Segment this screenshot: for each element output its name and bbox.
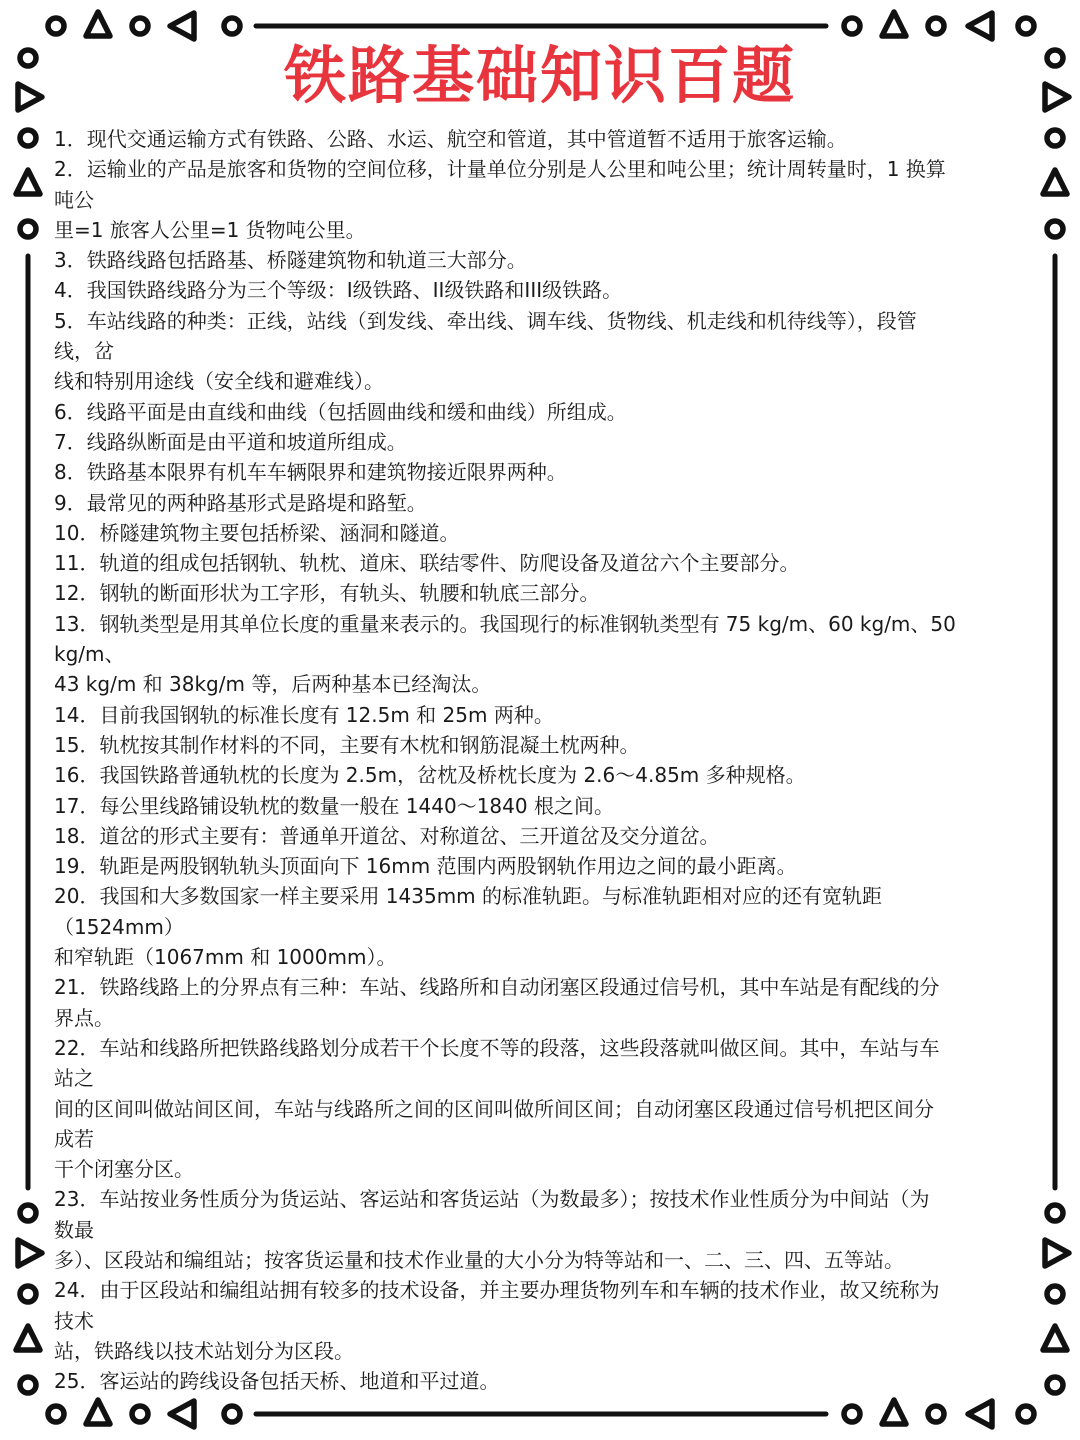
circle-icon — [48, 18, 64, 34]
triangle-up-icon — [86, 1400, 110, 1424]
text-line: 成若 — [54, 1126, 94, 1151]
text-line: 12．钢轨的断面形状为工字形，有轨头、轨腰和轨底三部分。 — [54, 581, 600, 606]
text-line: 25．客运站的跨线设备包括天桥、地道和平过道。 — [54, 1369, 500, 1394]
text-line: 14．目前我国钢轨的标准长度有 12.5m 和 25m 两种。 — [54, 702, 554, 727]
text-line: 3．铁路线路包括路基、桥隧建筑物和轨道三大部分。 — [54, 248, 527, 273]
text-line: 2．运输业的产品是旅客和货物的空间位移，计量单位分别是人公里和吨公里；统计周转量时，1 换算 — [54, 157, 946, 182]
circle-icon — [224, 1406, 240, 1422]
text-line: 线，岔 — [54, 339, 114, 364]
circle-icon — [844, 18, 860, 34]
triangle-up-icon — [86, 12, 110, 36]
text-line: 多）、区段站和编组站；按客货运量和技术作业量的大小分为特等站和一、二、三、四、五等站。 — [54, 1247, 904, 1272]
text-line: 站之 — [54, 1066, 94, 1091]
circle-icon — [224, 18, 240, 34]
triangle-up-icon — [882, 12, 906, 36]
triangle-right-icon — [18, 1240, 42, 1266]
circle-icon — [1018, 18, 1034, 34]
triangle-up-icon — [16, 1326, 40, 1350]
text-line: 11．轨道的组成包括钢轨、轨枕、道床、联结零件、防爬设备及道岔六个主要部分。 — [54, 551, 800, 576]
triangle-left-icon — [170, 1401, 194, 1427]
circle-icon — [1047, 1286, 1063, 1302]
circle-icon — [20, 1377, 36, 1393]
text-line: 15．轨枕按其制作材料的不同，主要有木枕和钢筋混凝土枕两种。 — [54, 732, 640, 757]
circle-icon — [132, 1406, 148, 1422]
text-line: 19．轨距是两股钢轨轨头顶面向下 16mm 范围内两股钢轨作用边之间的最小距离。 — [54, 854, 797, 879]
circle-icon — [20, 130, 36, 146]
text-line: 里=1 旅客人公里=1 货物吨公里。 — [54, 217, 366, 242]
text-line: 16．我国铁路普通轨枕的长度为 2.5m，岔枕及桥枕长度为 2.6～4.85m 多种规格。 — [54, 763, 806, 788]
text-line: 4．我国铁路线路分为三个等级：I级铁路、II级铁路和III级铁路。 — [54, 278, 623, 303]
text-line: 17．每公里线路铺设轨枕的数量一般在 1440～1840 根之间。 — [54, 793, 614, 818]
text-line: 干个闭塞分区。 — [54, 1157, 194, 1182]
circle-icon — [20, 1205, 36, 1221]
text-line: 数最 — [54, 1217, 94, 1242]
text-line: 20．我国和大多数国家一样主要采用 1435mm 的标准轨距。与标准轨距相对应的还有宽轨距 — [54, 884, 883, 909]
text-line: 13．钢轨类型是用其单位长度的重量来表示的。我国现行的标准钢轨类型有 75 kg/m、60 kg/m、50 — [54, 611, 956, 636]
text-line: 22．车站和线路所把铁路线路划分成若干个长度不等的段落，这些段落就叫做区间。其中，车站与车 — [54, 1035, 940, 1060]
page-title: 铁路基础知识百题 — [283, 39, 796, 112]
circle-icon — [20, 221, 36, 237]
circle-icon — [928, 18, 944, 34]
circle-icon — [48, 1406, 64, 1422]
circle-icon — [844, 1406, 860, 1422]
text-line: 6．线路平面是由直线和曲线（包括圆曲线和缓和曲线）所组成。 — [54, 399, 627, 424]
text-line: 8．铁路基本限界有机车车辆限界和建筑物接近限界两种。 — [54, 460, 567, 485]
circle-icon — [20, 1286, 36, 1302]
triangle-up-icon — [16, 170, 40, 194]
circle-icon — [928, 1406, 944, 1422]
text-line: 18．道岔的形式主要有：普通单开道岔、对称道岔、三开道岔及交分道岔。 — [54, 823, 720, 848]
text-line: 和窄轨距（1067mm 和 1000mm）。 — [54, 945, 397, 970]
triangle-left-icon — [968, 1401, 992, 1427]
text-line: 5．车站线路的种类：正线，站线（到发线、牵出线、调车线、货物线、机走线和机待线等），段管 — [54, 308, 917, 333]
triangle-up-icon — [1043, 170, 1067, 194]
text-line: 线和特别用途线（安全线和避难线）。 — [54, 369, 384, 394]
text-line: 10．桥隧建筑物主要包括桥梁、涵洞和隧道。 — [54, 520, 460, 545]
text-line: （1524mm） — [54, 914, 184, 939]
text-line: 7．线路纵断面是由平道和坡道所组成。 — [54, 429, 407, 454]
triangle-right-icon — [1045, 1240, 1069, 1266]
text-line: 吨公 — [54, 187, 94, 212]
text-line: 1．现代交通运输方式有铁路、公路、水运、航空和管道，其中管道暂不适用于旅客运输。 — [54, 127, 847, 151]
text-line: kg/m、 — [54, 642, 125, 667]
circle-icon — [1018, 1406, 1034, 1422]
text-line: 界点。 — [54, 1005, 114, 1030]
circle-icon — [1047, 1205, 1063, 1221]
triangle-up-icon — [882, 1400, 906, 1424]
text-line: 技术 — [54, 1308, 94, 1333]
circle-icon — [1047, 221, 1063, 237]
text-line: 23．车站按业务性质分为货运站、客运站和客货运站（为数最多）；按技术作业性质分为中间站（为 — [54, 1187, 930, 1212]
text-line: 24．由于区段站和编组站拥有较多的技术设备，并主要办理货物列车和车辆的技术作业，故又统称为 — [54, 1278, 940, 1303]
text-line: 站，铁路线以技术站划分为区段。 — [54, 1338, 354, 1363]
circle-icon — [1047, 130, 1063, 146]
triangle-up-icon — [1043, 1326, 1067, 1350]
circle-icon — [1047, 1377, 1063, 1393]
text-line: 21．铁路线路上的分界点有三种：车站、线路所和自动闭塞区段通过信号机，其中车站是有配线的分 — [54, 975, 940, 1000]
circle-icon — [132, 18, 148, 34]
text-line: 9．最常见的两种路基形式是路堤和路堑。 — [54, 490, 427, 515]
text-line: 间的区间叫做站间区间，车站与线路所之间的区间叫做所间区间；自动闭塞区段通过信号机把区间分 — [54, 1096, 934, 1121]
text-line: 43 kg/m 和 38kg/m 等，后两种基本已经淘汰。 — [54, 672, 492, 697]
content-body — [54, 124, 1022, 1396]
